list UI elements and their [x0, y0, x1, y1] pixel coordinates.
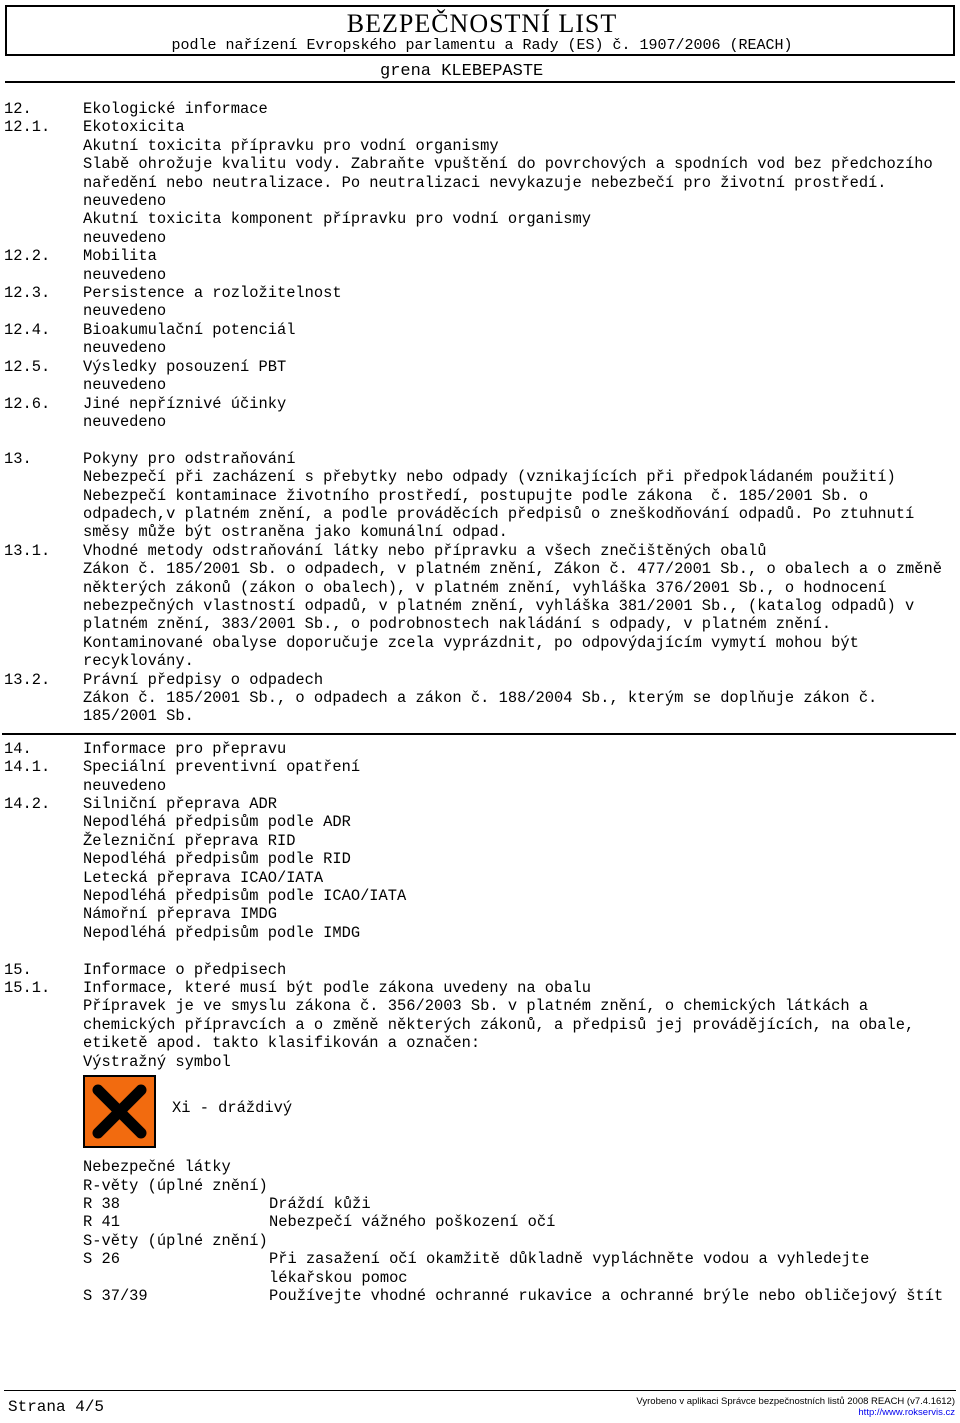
section-divider	[2, 733, 956, 735]
subsection-number: 12.1.	[4, 118, 51, 137]
value-text: Nepodléhá předpisům podle ADR	[83, 813, 351, 832]
document-header	[5, 5, 957, 83]
r-phrase: R 38 Dráždí kůži	[83, 1194, 371, 1213]
product-name: grena KLEBEPASTE	[380, 62, 544, 81]
value-text: neuvedeno	[83, 228, 167, 247]
section-heading	[4, 100, 949, 118]
r-phrases-heading: R-věty (úplné znění)	[83, 1176, 268, 1195]
section-title: Ekologické informace	[83, 100, 268, 118]
section-heading: 14. Informace pro přepravu	[4, 739, 287, 758]
section-heading: 15. Informace o předpisech	[4, 960, 287, 979]
footer-rule	[4, 1390, 956, 1391]
value-text: neuvedeno	[83, 776, 167, 795]
subsection-heading: 12.6. Jiné nepříznivé účinky	[4, 394, 287, 413]
symbol-heading: Výstražný symbol	[83, 1052, 231, 1071]
s-phrase: S 37/39 Používejte vhodné ochranné rukavice a ochranné brýle nebo obličejový štít	[83, 1286, 944, 1305]
subsection-heading: 14.1. Speciální preventivní opatření	[4, 758, 361, 777]
spacer	[4, 942, 949, 960]
value-text: Nepodléhá předpisům podle RID	[83, 850, 351, 869]
section-number: 12.	[4, 100, 32, 118]
value-text: neuvedeno	[83, 339, 167, 358]
paragraph: Akutní toxicita komponent přípravku pro vodní organismy	[83, 210, 591, 229]
subsection-heading: 12.5. Výsledky posouzení PBT	[4, 357, 287, 376]
footer-link[interactable]: http://www.rokservis.cz	[858, 1407, 955, 1418]
document-title: BEZPEČNOSTNÍ LIST	[346, 9, 618, 38]
subsection-heading: 15.1. Informace, které musí být podle zákona uvedeny na obalu	[4, 979, 591, 998]
value-text: neuvedeno	[83, 265, 167, 284]
footer-credits	[535, 1396, 955, 1418]
paragraph: Slabě ohrožuje kvalitu vody. Zabraňte vpuštění do povrchových a spodních vod bez předchozího naředění nebo neutralizace. Po neutralizaci nevykazuje nebezbečí pro životní prostředí.	[83, 155, 942, 192]
paragraph: Zákon č. 185/2001 Sb., o odpadech a zákon č. 188/2004 Sb., kterým se doplňuje zákon č. 185/2001 Sb.	[83, 688, 887, 726]
paragraph: Nebezpečí při zacházení s přebytky nebo odpady (vznikajících při předpokládaném použití)	[83, 468, 896, 487]
hazardous-heading: Nebezpečné látky	[83, 1158, 231, 1177]
r-phrase: R 41 Nebezpečí vážného poškození očí	[83, 1213, 556, 1232]
subsection-heading: 12.4. Bioakumulační potenciál	[4, 320, 296, 339]
document-body	[4, 100, 952, 1305]
header-rule	[5, 81, 955, 83]
transport-heading: Železniční přeprava RID	[83, 831, 296, 850]
subsection-heading: 12.3. Persistence a rozložitelnost	[4, 284, 342, 303]
paragraph: Přípravek je ve smyslu zákona č. 356/2003 Sb. v platném znění, o chemických látkách a chemických přípravcích a o změně některých zákonů, a předpisů jej provádějících, na obale, etiketě apod. takto klasifikován a označen:	[83, 997, 924, 1053]
subsection-heading: 14.2. Silniční přeprava ADR	[4, 795, 277, 814]
subsection-heading: 13.1. Vhodné metody odstraňování látky nebo přípravku a všech znečištěných obalů	[4, 541, 767, 560]
header-box	[5, 5, 955, 56]
value-text: neuvedeno	[83, 412, 167, 431]
value-text: Nepodléhá předpisům podle ICAO/IATA	[83, 887, 407, 906]
made-in-text: Vyrobeno v aplikaci Správce bezpečnostních listů 2008 REACH (v7.4.1612)	[636, 1396, 955, 1407]
value-text: Nepodléhá předpisům podle IMDG	[83, 923, 361, 942]
section-heading: 13. Pokyny pro odstraňování	[4, 449, 296, 468]
document-subtitle: podle nařízení Evropského parlamentu a Rady (ES) č. 1907/2006 (REACH)	[171, 37, 793, 54]
transport-heading: Námořní přeprava IMDG	[83, 905, 277, 924]
s-phrase: S 26 Při zasažení očí okamžitě důkladně vypláchněte vodou a vyhledejte lékařskou pomoc	[83, 1250, 879, 1287]
hazard-row	[4, 1071, 949, 1158]
subsection-heading: 12.2. Mobilita	[4, 247, 157, 266]
page-number: Strana 4/5	[8, 1398, 105, 1416]
paragraph: Nebezpečí kontaminace životního prostředí, postupujte podle zákona č. 185/2001 Sb. o odpadech,v platném znění, a podle prováděcích předpisů o zneškodňování odpadů. Po ztuhnutí směsy může být ostraněna jako komunální odpad.	[83, 486, 924, 542]
spacer	[4, 431, 949, 449]
value-text: neuvedeno	[83, 302, 167, 321]
paragraph: Akutní toxicita přípravku pro vodní organismy	[83, 136, 499, 155]
s-phrases-heading: S-věty (úplné znění)	[83, 1231, 268, 1250]
hazard-xi-icon	[83, 1075, 156, 1148]
subsection-heading	[4, 118, 949, 136]
subsection-title: Ekotoxicita	[83, 118, 185, 137]
value-text: neuvedeno	[83, 376, 167, 395]
value-text: neuvedeno	[83, 192, 167, 211]
hazard-label: Xi - dráždivý	[172, 1099, 293, 1118]
paragraph: Zákon č. 185/2001 Sb. o odpadech, v platném znění, Zákon č. 477/2001 Sb., o obalech a o změně některých zákonů (zákon o obalech), v platném znění, vyhláška 376/2001 Sb., o hodnocení nebezpečných vlastností odpadů, v platném znění, vyhláška 381/2001 Sb., (katalog odpadů) v platném znění, 383/2001 Sb., o podrobnostech nakládání s odpady, v platném znění. Kontaminované obalyse doporučuje zcela vyprázdnit, po odpovýdajícím vymytí mohou být recyklovány.	[83, 560, 952, 671]
transport-heading: Letecká přeprava ICAO/IATA	[83, 868, 324, 887]
subsection-heading: 13.2. Právní předpisy o odpadech	[4, 670, 324, 689]
